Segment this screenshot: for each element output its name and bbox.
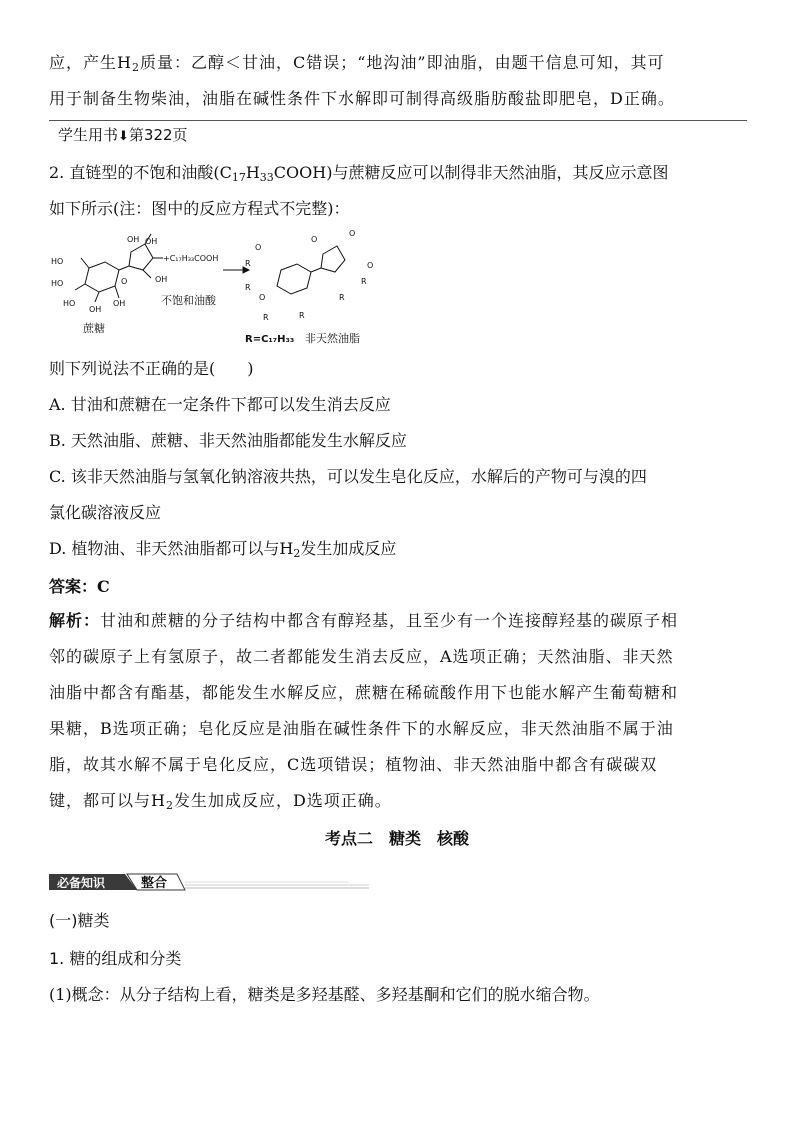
reagent: +C₁₇H₃₃COOH: [163, 254, 219, 263]
badge-right-label: 整合: [141, 876, 168, 891]
option-b: B. 天然油脂、蔗糖、非天然油脂都能发生水解反应: [49, 431, 407, 450]
text: 发生加成反应，D选项正确。: [173, 791, 392, 810]
body-line: (1)概念：从分子结构上看，糖类是多羟基醛、多羟基酮和它们的脱水缩合物。: [49, 985, 600, 1004]
answer: [49, 574, 110, 597]
analysis-line-5: 脂，故其水解不属于皂化反应，C选项错误；植物油、非天然油脂中都含有碳碳双: [49, 755, 658, 774]
text: D. 植物油、非天然油脂都可以与H: [49, 539, 294, 558]
o-label: O: [255, 243, 262, 252]
subheading-1: (一)糖类: [49, 911, 110, 930]
o-label: O: [367, 261, 374, 270]
text: 质量：乙醇＜甘油，C错误；“地沟油”即油脂，由题干信息可知，其可: [139, 53, 665, 72]
sub: 17: [231, 171, 246, 184]
oh-label: OH: [145, 237, 158, 246]
product-ring-2: [321, 246, 345, 272]
top-line-1: [49, 50, 665, 73]
reagent-label: 不饱和油酸: [161, 294, 216, 307]
oh-label: OH: [127, 235, 140, 244]
r-definition: R=C₁₇H₃₃: [245, 334, 295, 345]
analysis-line-2: 邻的碳原子上有氢原子，故二者都能发生消去反应，A选项正确；天然油脂、非天然: [49, 647, 674, 666]
fructose-ring: [129, 244, 153, 270]
analysis-label: 解析：: [49, 611, 101, 630]
oh-label: OH: [113, 299, 126, 308]
analysis-line-1: [49, 608, 678, 631]
sub: 2: [293, 547, 301, 560]
option-d: [49, 536, 396, 559]
section-badge: [49, 872, 369, 892]
answer-value: C: [97, 577, 110, 596]
r-label: R: [245, 283, 251, 292]
text: 键，都可以与H: [49, 791, 166, 810]
text: 发生加成反应: [300, 539, 397, 558]
r-label: R: [299, 311, 305, 320]
ho-label: HO: [51, 257, 64, 266]
product-label: 非天然油脂: [305, 332, 360, 345]
badge-left-label: 必备知识: [57, 876, 106, 890]
reaction-diagram: [49, 228, 389, 350]
sub: 2: [165, 799, 174, 812]
answer-label: 答案：: [49, 577, 98, 596]
divider: [49, 120, 747, 121]
subheading-2: 1. 糖的组成和分类: [49, 949, 182, 968]
product-ring-1: [277, 264, 311, 294]
sucrose-label: 蔗糖: [83, 322, 105, 335]
ho-label: HO: [63, 299, 76, 308]
o-label: O: [121, 277, 128, 286]
question-line-1: [49, 160, 668, 183]
ref-page: 第322页: [128, 126, 188, 144]
question-line-2: 如下所示(注：图中的反应方程式不完整)：: [49, 199, 350, 218]
question-stem: 则下列说法不正确的是( ): [49, 359, 254, 378]
ho-label: HO: [51, 279, 64, 288]
o-label: O: [311, 235, 318, 244]
r-label: R: [339, 293, 345, 302]
text: COOH)与蔗糖反应可以制得非天然油脂，其反应示意图: [273, 163, 669, 182]
option-a: A. 甘油和蔗糖在一定条件下都可以发生消去反应: [49, 395, 391, 414]
glucose-ring: [85, 262, 119, 292]
text: H: [245, 163, 260, 182]
sub: 2: [131, 61, 140, 74]
r-label: R: [361, 277, 367, 286]
section-title: 考点二 糖类 核酸: [324, 829, 469, 848]
oh-label: OH: [89, 305, 102, 314]
analysis-line-6: [49, 788, 392, 811]
top-line-2: 用于制备生物柴油，油脂在碱性条件下水解即可制得高级脂肪酸盐即肥皂，D正确。: [49, 89, 675, 108]
r-label: R: [245, 259, 251, 268]
o-label: O: [259, 293, 266, 302]
sub: 33: [259, 171, 274, 184]
text: 应，产生H: [49, 53, 132, 72]
r-label: R: [263, 313, 269, 322]
option-c-line-2: 氯化碳溶液反应: [49, 503, 162, 522]
text: 甘油和蔗糖的分子结构中都含有醇羟基，且至少有一个连接醇羟基的碳原子相: [100, 611, 679, 630]
book-reference[interactable]: [58, 124, 188, 145]
text: 2. 直链型的不饱和油酸(C: [49, 163, 232, 182]
oh-label: OH: [155, 275, 168, 284]
ref-text: 学生用书: [58, 126, 119, 144]
down-arrow-icon: ⬇: [118, 129, 129, 144]
analysis-line-4: 果糖，B选项正确；皂化反应是油脂在碱性条件下的水解反应，非天然油脂不属于油: [49, 719, 674, 738]
analysis-line-3: 油脂中都含有酯基，都能发生水解反应，蔗糖在稀硫酸作用下也能水解产生葡萄糖和: [49, 683, 679, 702]
o-label: O: [349, 229, 356, 238]
option-c-line-1: C. 该非天然油脂与氢氧化钠溶液共热，可以发生皂化反应，水解后的产物可与溴的四: [49, 467, 647, 486]
